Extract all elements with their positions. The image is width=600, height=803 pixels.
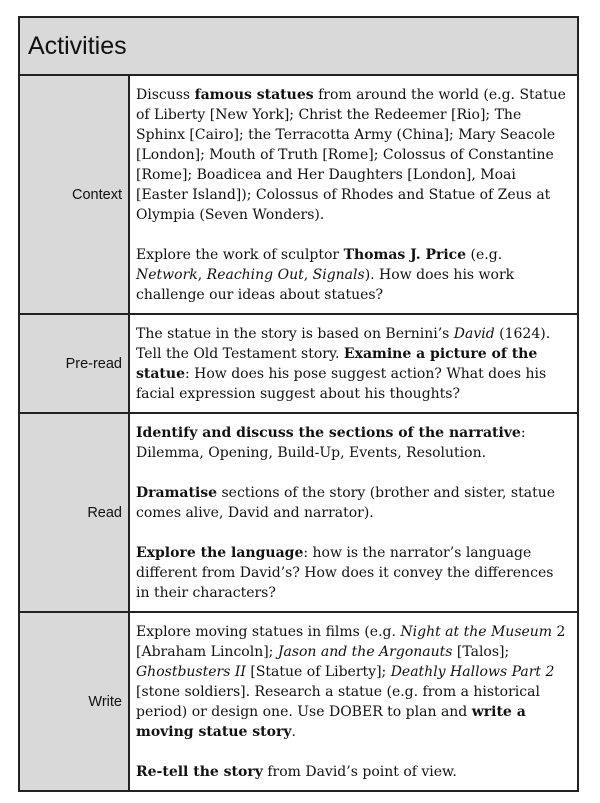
row-context bbox=[20, 76, 577, 315]
content-paragraph bbox=[136, 622, 569, 742]
content-paragraph bbox=[136, 543, 569, 603]
content-paragraph bbox=[136, 245, 569, 305]
row-write bbox=[20, 613, 577, 790]
content-paragraph bbox=[136, 85, 569, 225]
text-run: (1624). Tell the Old Testament story. bbox=[136, 326, 551, 362]
content-paragraph bbox=[136, 762, 569, 782]
title-bar bbox=[20, 18, 577, 76]
content-paragraph bbox=[136, 483, 569, 523]
row-content bbox=[130, 613, 577, 790]
content-paragraph bbox=[136, 324, 569, 404]
bold-text: Dramatise bbox=[136, 485, 218, 501]
text-run: Discuss bbox=[136, 87, 195, 103]
row-content bbox=[130, 315, 577, 412]
text-run: from David’s point of view. bbox=[262, 764, 457, 780]
row-read bbox=[20, 414, 577, 613]
text-run: , bbox=[303, 267, 313, 283]
row-pre-read bbox=[20, 315, 577, 414]
text-run: ). How does his work challenge our ideas about statues? bbox=[136, 267, 515, 303]
row-label: Context bbox=[20, 76, 130, 313]
italic-text: Jason and the Argonauts bbox=[277, 644, 453, 660]
row-label: Write bbox=[20, 613, 130, 790]
bold-text: famous statues bbox=[194, 87, 314, 103]
italic-text: Reaching Out bbox=[206, 267, 304, 283]
italic-text: David bbox=[453, 326, 495, 342]
content-paragraph bbox=[136, 423, 569, 463]
bold-text: Identify and discuss the sections of the narrative bbox=[136, 425, 521, 441]
text-run: Explore the work of sculptor bbox=[136, 247, 344, 263]
text-run: . bbox=[291, 724, 296, 740]
text-run: , bbox=[197, 267, 207, 283]
text-run: sections of the story (brother and sister, statue comes alive, David and narrator). bbox=[136, 485, 556, 521]
text-run: [stone soldiers]. Research a statue (e.g. from a historical period) or design one. Use DOBER to plan and bbox=[136, 684, 540, 720]
text-run: (e.g. bbox=[466, 247, 503, 263]
text-run: : Dilemma, Opening, Build-Up, Events, Resolution. bbox=[136, 425, 526, 461]
row-label: Read bbox=[20, 414, 130, 611]
row-content bbox=[130, 76, 577, 313]
bold-text: write a moving statue story bbox=[136, 704, 526, 740]
italic-text: Ghostbusters II bbox=[136, 664, 246, 680]
text-run: : how is the narrator’s language different from David’s? How does it convey the differences in their characters? bbox=[136, 545, 554, 601]
row-content bbox=[130, 414, 577, 611]
page-title: Activities bbox=[28, 31, 127, 60]
italic-text: Deathly Hallows Part 2 bbox=[390, 664, 555, 680]
italic-text: Network bbox=[136, 267, 198, 283]
bold-text: Examine a picture of the statue bbox=[136, 346, 538, 382]
text-run: [Statue of Liberty]; bbox=[245, 664, 391, 680]
text-run: Explore moving statues in films (e.g. bbox=[136, 624, 401, 640]
italic-text: Night at the Museum bbox=[400, 624, 553, 640]
activities-table bbox=[18, 16, 579, 792]
text-run: The statue in the story is based on Bernini’s bbox=[136, 326, 454, 342]
text-run: [Talos]; bbox=[452, 644, 510, 660]
text-run: 2 [Abraham Lincoln]; bbox=[136, 624, 566, 660]
bold-text: Thomas J. Price bbox=[343, 247, 467, 263]
bold-text: Re-tell the story bbox=[136, 764, 263, 780]
text-run: : How does his pose suggest action? What does his facial expression suggest about his thoughts? bbox=[136, 366, 547, 402]
italic-text: Signals bbox=[312, 267, 365, 283]
text-run: from around the world (e.g. Statue of Liberty [New York]; Christ the Redeemer [Rio]; The Sphinx [Cairo]; the Terracotta Army (China]; Mary Seacole [London]; Mouth of Truth [Rome]; Colossus of Constantine [Rome]; Boadicea and Her Daughters [London], Moai [Easter Island]); Colossus of Rhodes and Statue of Zeus at Olympia (Seven Wonders). bbox=[136, 87, 566, 223]
row-label: Pre-read bbox=[20, 315, 130, 412]
bold-text: Explore the language bbox=[136, 545, 304, 561]
